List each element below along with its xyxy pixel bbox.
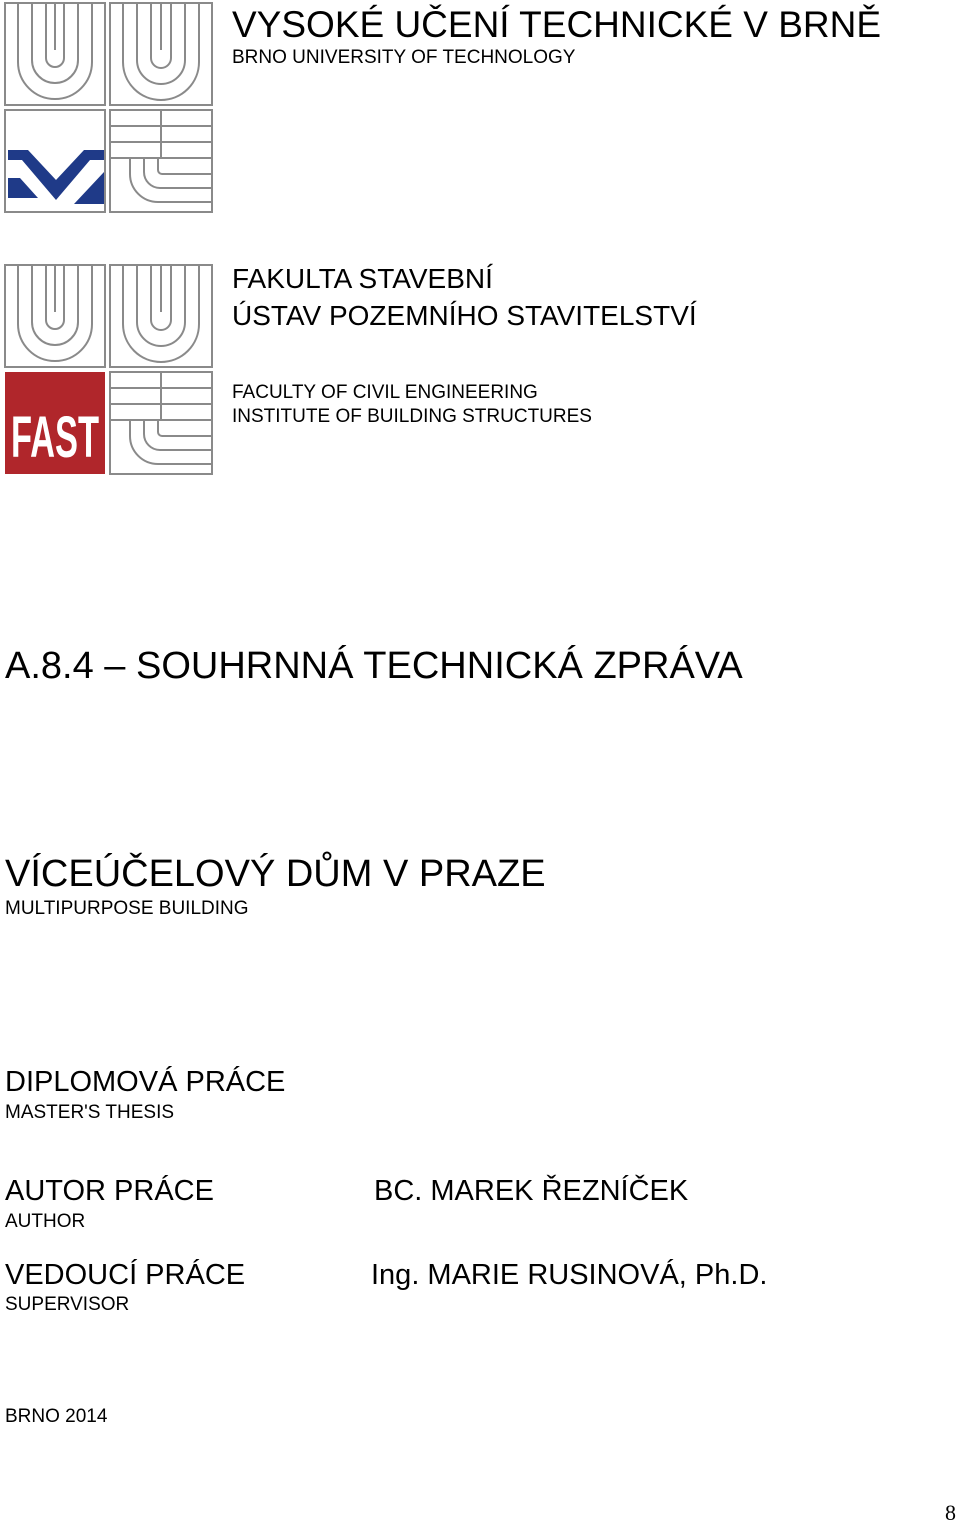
page-number: 8 [945, 1500, 956, 1525]
document-title: A.8.4 – SOUHRNNÁ TECHNICKÁ ZPRÁVA [5, 645, 743, 687]
university-name-en: BRNO UNIVERSITY OF TECHNOLOGY [232, 47, 576, 68]
institute-name: ÚSTAV POZEMNÍHO STAVITELSTVÍ [232, 300, 697, 331]
supervisor-label-en: SUPERVISOR [5, 1294, 130, 1315]
vut-logo [4, 2, 214, 214]
author-label-en: AUTHOR [5, 1211, 86, 1232]
faculty-name: FAKULTA STAVEBNÍ [232, 263, 493, 294]
fast-logo-text: FAST [11, 405, 99, 470]
project-title-en: MULTIPURPOSE BUILDING [5, 898, 249, 919]
author-label: AUTOR PRÁCE [5, 1175, 214, 1207]
author-name: BC. MAREK ŘEZNÍČEK [374, 1175, 689, 1207]
university-name: VYSOKÉ UČENÍ TECHNICKÉ V BRNĚ [232, 4, 882, 45]
fast-logo [4, 264, 214, 476]
city-year: BRNO 2014 [5, 1406, 108, 1427]
project-title: VÍCEÚČELOVÝ DŮM V PRAZE [5, 853, 546, 895]
institute-name-en: INSTITUTE OF BUILDING STRUCTURES [232, 406, 592, 427]
supervisor-name: Ing. MARIE RUSINOVÁ, Ph.D. [371, 1259, 768, 1291]
thesis-type-en: MASTER'S THESIS [5, 1102, 175, 1123]
thesis-type: DIPLOMOVÁ PRÁCE [5, 1066, 286, 1098]
faculty-name-en: FACULTY OF CIVIL ENGINEERING [232, 382, 538, 403]
supervisor-label: VEDOUCÍ PRÁCE [5, 1259, 246, 1291]
